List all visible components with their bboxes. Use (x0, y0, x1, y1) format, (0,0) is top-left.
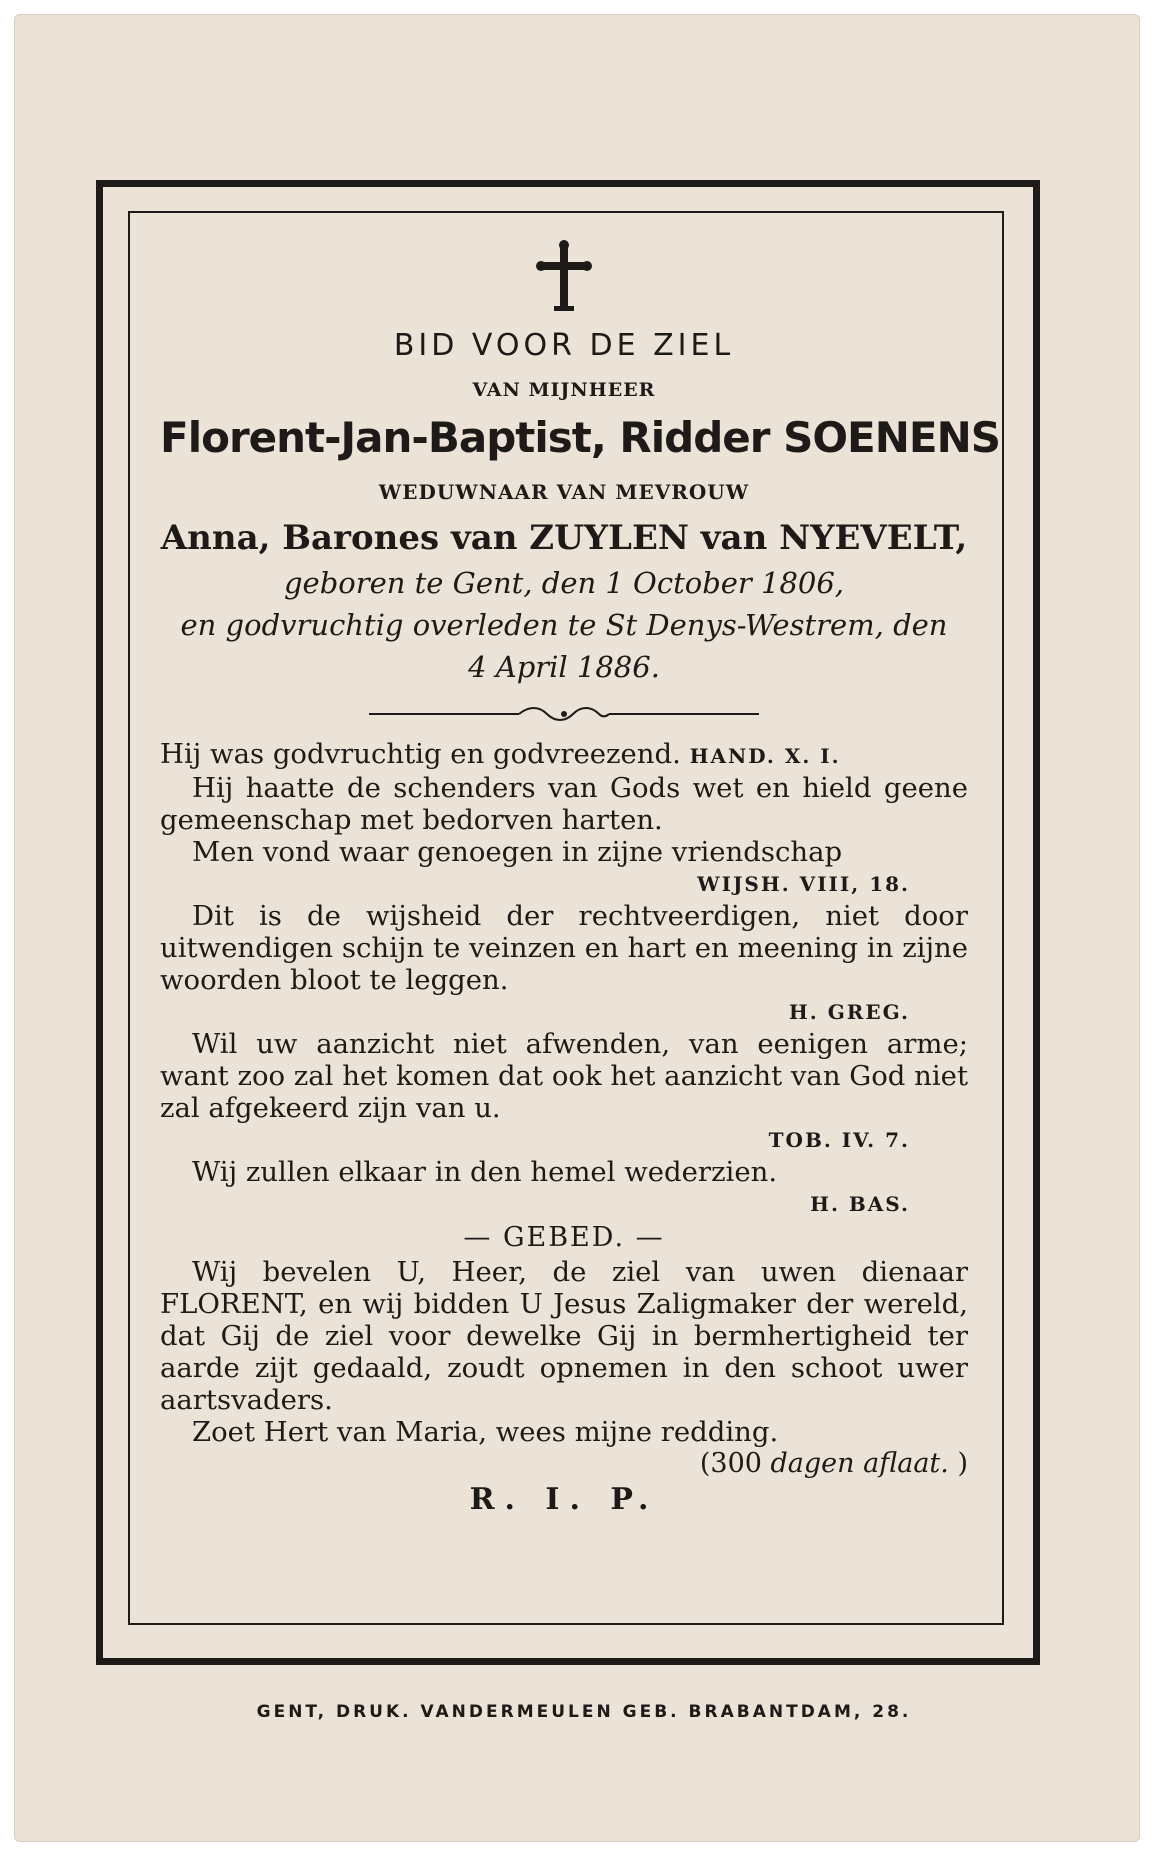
rip: R. I. P. (469, 1482, 659, 1517)
aflaat-close: ) (948, 1448, 968, 1479)
verse-5: Wil uw aanzicht niet afwenden, van eenigen arme; want zoo zal het komen dat ook het aanzicht van God niet zal afgekeerd zijn van u. (160, 1028, 968, 1124)
verse-5-ref: TOB. IV. 7. (768, 1128, 910, 1152)
prayer-closing: Zoet Hert van Maria, wees mijne redding. (192, 1416, 779, 1448)
death-line: en godvruchtig overleden te St Denys-Westrem, den (180, 608, 948, 642)
verse-2: Hij haatte de schenders van Gods wet en hield geene gemeenschap met bedorven harten. (160, 772, 968, 836)
birth-line: geboren te Gent, den 1 October 1806, (283, 566, 845, 600)
card-heading: BID VOOR DE ZIEL (393, 328, 735, 363)
prayer-text: Wij bevelen U, Heer, de ziel van uwen dienaar FLORENT, en wij bidden U Jesus Zaligmaker der wereld, dat Gij de ziel voor dewelke Gij in bermhertigheid ter aarde zijt gedaald, zoudt opnemen in den schoot uwer aartsvaders. (160, 1256, 968, 1416)
cross-icon (536, 240, 592, 314)
death-date: 4 April 1886. (468, 650, 660, 684)
printer-imprint: GENT, DRUK. VANDERMEULEN GEB. BRABANTDAM, 28. (256, 1702, 912, 1722)
verse-4: Dit is de wijsheid der rechtveerdigen, niet door uitwendigen schijn te veinzen en hart en meening in zijne woorden bloot te leggen. (160, 900, 968, 996)
aflaat-open: (300 (699, 1448, 771, 1479)
card-content (160, 240, 1000, 1610)
indulgence-line (160, 1448, 968, 1480)
wife-name: Anna, Barones van ZUYLEN van NYEVELT, (160, 518, 968, 558)
van-mijnheer: VAN MIJNHEER (472, 379, 656, 401)
aflaat-italic: dagen aflaat. (770, 1448, 949, 1479)
verse-3: Men vond waar genoegen in zijne vriendschap (192, 836, 843, 868)
ornament-divider (369, 704, 759, 724)
verses (160, 738, 968, 1516)
deceased-name: Florent-Jan-Baptist, Ridder SOENENS (160, 413, 1000, 462)
verse-4-ref: H. GREG. (788, 1000, 910, 1024)
verse-1-ref: HAND. X. I. (689, 744, 841, 768)
widower-line: WEDUWNAAR VAN MEVROUW (378, 480, 750, 504)
verse-3-ref: WIJSH. VIII, 18. (697, 872, 910, 896)
verse-6-ref: H. BAS. (810, 1192, 910, 1216)
verse-6: Wij zullen elkaar in den hemel wederzien. (192, 1156, 778, 1188)
prayer-title: — GEBED. — (463, 1222, 665, 1253)
verse-1: Hij was godvruchtig en godvreezend. (160, 738, 681, 770)
